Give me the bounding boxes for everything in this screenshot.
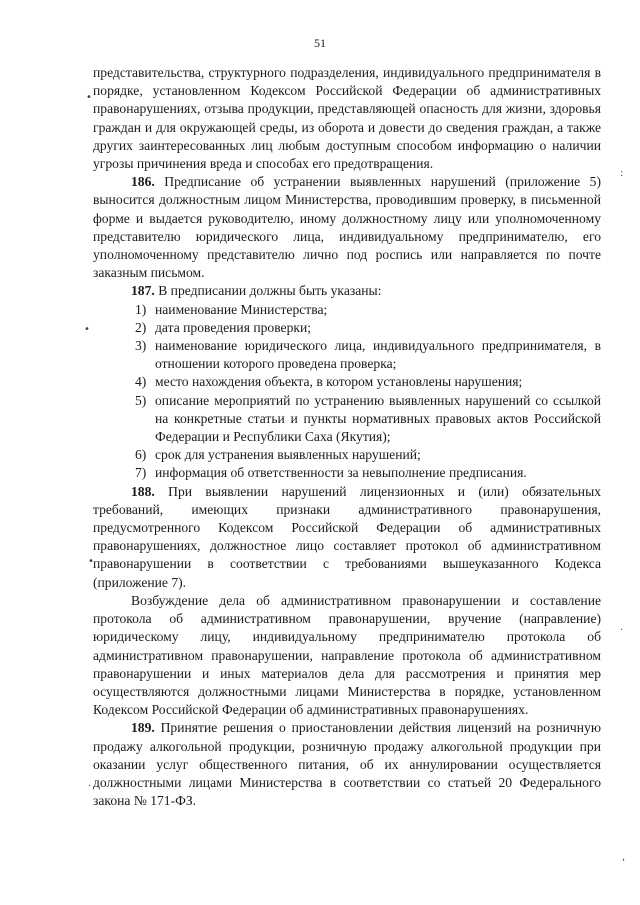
clause-text-188: При выявлении нарушений лицензионных и (или) обязательных требований, имеющих признаки административного правонарушения, предусмотренного Кодексом Российской Федерации об административных правонарушениях, должностное лицо составляет протокол об административном правонарушении в соответствии с требованиями вышеуказанного Кодекса (приложение 7). xyxy=(93,483,601,590)
scan-artifact-dot: : xyxy=(620,168,624,179)
page-number: 51 xyxy=(314,36,326,50)
paragraph-186 xyxy=(93,173,601,282)
clause-number-187: 187. xyxy=(131,283,155,299)
scan-artifact-dot: . xyxy=(620,622,624,633)
list-item: 5) описание мероприятий по устранению выявленных нарушений со ссылкой на конкретные статьи и пункты нормативных правовых актов Российской Федерации и Республики Саха (Якутия); xyxy=(135,392,601,445)
paragraph-189 xyxy=(93,719,601,810)
scan-artifact-dot: • xyxy=(84,324,90,335)
list-item: 1) наименование Министерства; xyxy=(135,301,328,317)
clause-text-189: Принятие решения о приостановлении действия лицензий на розничную продажу алкогольной продукции, розничную продажу алкогольной продукции при оказании услуг общественного питания, об их аннулировании осуществляется должностными лицами Министерства в соответствии со статьей 20 Федерального закона № 171-ФЗ. xyxy=(93,720,601,809)
paragraph-initiation: Возбуждение дела об административном правонарушении и составление протокола об административном правонарушении, вручение (направление) юридическому лицу, индивидуальному предпринимателю протокола об административном правонарушении, направление протокола об административном правонарушении и иных материалов дела для рассмотрения и принятия мер осуществляются должностными лицами Министерства в порядке, установленном Кодексом Российской Федерации об административных правонарушениях. xyxy=(93,592,601,718)
clause-number-189: 189. xyxy=(131,720,155,736)
clause-text-186: Предписание об устранении выявленных нарушений (приложение 5) выносится должностным лицом Министерства, проводившим проверку, в письменной форме и выдается руководителю, иному должностному лицу или уполномоченному представителю юридического лица, индивидуальному предпринимателю, его уполномоченному представителю лично под роспись или направляется по почте заказным письмом. xyxy=(93,174,601,281)
paragraph-188 xyxy=(93,483,601,592)
paragraph-intro: представительства, структурного подразделения, индивидуального предпринимателя в порядке, установленном Кодексом Российской Федерации об административных правонарушениях, отзыва продукции, представляющей опасность для жизни, здоровья граждан и для окружающей среды, из оборота и довести до сведения граждан, а также других заинтересованных лиц любым доступным способом информацию о наличии угрозы причинения вреда и способах его предотвращения. xyxy=(93,65,601,172)
scan-artifact-dot: • xyxy=(88,556,94,567)
requirements-list xyxy=(93,301,601,483)
list-item: 2) дата проведения проверки; xyxy=(135,319,312,335)
paragraph-187 xyxy=(93,282,601,300)
list-item: 7) информация об ответственности за невыполнение предписания. xyxy=(135,465,527,481)
scan-artifact-dot: , xyxy=(622,852,626,863)
list-item: 3) наименование юридического лица, индивидуального предпринимателя, в отношении которого проведена проверка; xyxy=(135,338,601,372)
scan-artifact-dot: • xyxy=(86,92,92,103)
list-item: 4) место нахождения объекта, в котором установлены нарушения; xyxy=(135,374,523,390)
clause-number-188: 188. xyxy=(131,483,155,499)
clause-number-186: 186. xyxy=(131,174,155,190)
document-body xyxy=(93,64,601,810)
scan-artifact-dot: . xyxy=(88,778,92,789)
clause-text-187: В предписании должны быть указаны: xyxy=(158,283,382,299)
list-item: 6) срок для устранения выявленных нарушений; xyxy=(135,447,421,463)
